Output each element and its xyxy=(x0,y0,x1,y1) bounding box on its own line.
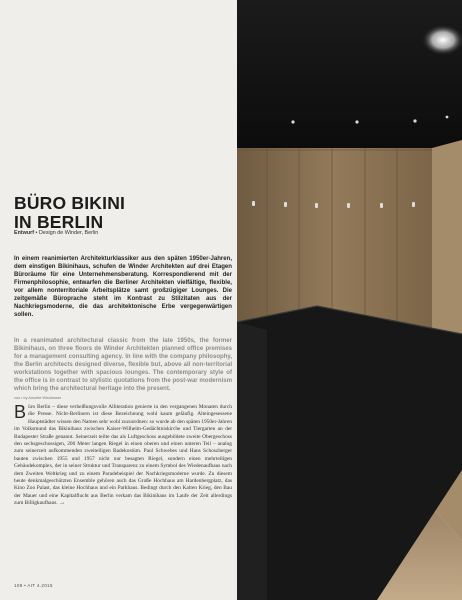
drop-cap: B xyxy=(14,402,27,422)
credit-separator: • xyxy=(34,230,39,236)
title-line-2: IN BERLIN xyxy=(14,211,104,232)
design-credit xyxy=(14,230,232,236)
article-body xyxy=(14,404,232,508)
title-line-1: BÜRO BIKINI xyxy=(14,192,126,213)
continue-arrow-icon: → xyxy=(59,500,66,507)
office-interior-photo xyxy=(237,0,462,600)
lead-paragraph-german: In einem reanimierten Architekturklassiker aus den späten 1950er-Jahren, dem einstigen Bikinihaus, schufen de Winder Architekten auf drei Etagen Büroräume für eine Unternehmensberatung. Korrespondierend mit der Firmenphilosophie, entwarfen die Berliner Architekten vielfältige, flexible, vor allem nonterritoriale Arbeitsplätze samt großzügiger Lounges. Die zeitgemäße Büroprache steht im Kontrast zu Stilzitaten aus der Nachkriegsmoderne, die das architektonische Erbe vergegenwärtigen sollen. xyxy=(14,256,232,318)
author-byline: von • by Annette Weckesser xyxy=(14,396,62,400)
lead-paragraph-english: In a reanimated architectural classic from the late 1950s, the former Bikinihaus, on three floors de Winder Architekten planned office premises for a management consulting agency. In line with the company philosophy, the Berlin architects designed diverse, flexible but, above all non-territorial workstations together with spacious lounges. The contemporary style of the office is in contrast to stylistic quotations from the post-war modernism which bring the architectural heritage into the present. xyxy=(14,338,232,392)
page-footer: 108 • AIT 4.2015 xyxy=(14,583,53,588)
body-text: üro Berlin – diese verheißungsvolle Alliteration genierte in den vergangenen Monaten durch die Presse. Nicht-Berlinern ist diese Bezeichnung wohl kaum geläufig. Alteingesessene Hauptstädter wissen den Namen sehr wohl zuzuordnen: so wurde ab den späten 1950er-Jahren im Volksmund das Bikinihaus zwischen Kaiser-Wilhelm-Gedächtniskirche und Tiergarten an der Budapester Straße genannt. Seinerzeit teilte das als Luftgeschoss ausgebildete zweite Obergeschoss den sechsgeschossigen, 200 Meter langen Riegel in einen oberen und einen unteren Teil – analog zum seinerzeit aufkommenden zweiteiligen Badekostüm. Paul Schwebes und Hans Schoszberger bauten zwischen 1955 und 1957 nicht nur besagten Riegel, sondern einen mehrteiligen Gebäudekomplex, der in seiner Struktur und Transparenz zu einem Symbol des Wiedenaufbaus nach dem Zweiten Weltkrieg und zu einem Paradebeispiel der Nachkriegsmoderne wurde. Zu diesem heute denkmalgeschützten Ensemble gehören auch das Große Hochhaus am Hardenbergplatz, das Kino Zoo Palast, das kleine Hochhaus und ein Parkhaus. Bedingt durch den Kalten Krieg, den Bau der Mauer und eine Kapitalflucht aus Berlin verkam das Bikinihaus im Laufe der Zeit allerdings zum Billigkaufhaus. xyxy=(14,404,232,507)
credit-label: Entwurf xyxy=(14,230,35,236)
ceiling xyxy=(237,0,462,150)
article-title xyxy=(14,194,232,232)
photo-illustration xyxy=(237,0,462,600)
counter-corner xyxy=(237,322,267,600)
credit-text: Design de Winder, Berlin xyxy=(38,230,99,236)
